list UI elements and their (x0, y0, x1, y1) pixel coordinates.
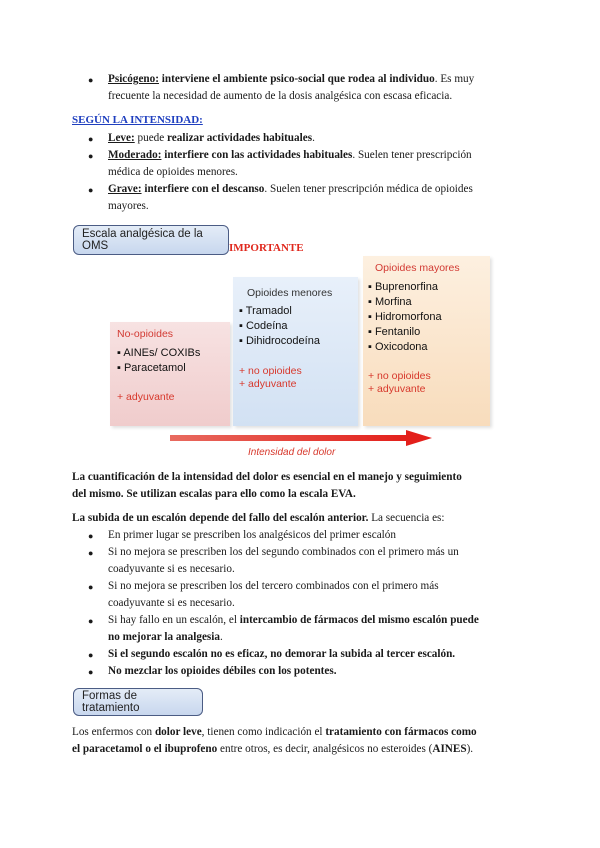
oms-scale-text: Escala analgésica de la OMS (82, 228, 203, 252)
oms-scale-label (73, 225, 229, 255)
step3-extra: + adyuvante (368, 383, 426, 395)
seq-b4-pre: Si hay fallo en un escalón, el (108, 614, 240, 626)
arrow-head (406, 430, 432, 446)
final-h: ). (466, 743, 474, 755)
step2-extra: + adyuvante (239, 378, 297, 390)
formas-tratamiento-text: Formas de tratamiento (82, 690, 140, 714)
final-c: , tienen como indicación el (201, 726, 326, 738)
step3-item: ▪ Hidromorfona (368, 311, 442, 323)
step-opioides-mayores (363, 256, 490, 426)
seq-b1-text: En primer lugar se prescriben los analgésicos del primer escalón (108, 529, 396, 541)
step3-item: ▪ Oxicodona (368, 341, 428, 353)
psicogeno-rest1: . Es muy (434, 73, 475, 85)
step3-item: ▪ Morfina (368, 296, 412, 308)
seq-bullet-6: ● No mezclar los opioides débiles con los potentes. (88, 665, 337, 677)
term-grave: Grave: (108, 183, 142, 195)
para-final (72, 724, 572, 758)
leve-post: . (312, 132, 315, 144)
cuant-line2: del mismo. Se utilizan escalas para ello como la escala EVA. (72, 488, 356, 500)
moderado-bold: interfiere con las actividades habituales (164, 149, 353, 161)
leve-pre: puede (134, 132, 168, 144)
arrow-shaft (170, 435, 408, 441)
cuant-line1: La cuantificación de la intensidad del dolor es esencial en el manejo y seguimiento (72, 471, 462, 483)
moderado-post: . Suelen tener prescripción (352, 149, 472, 161)
step2-title: Opioides menores (247, 287, 333, 299)
step1-item: ▪ AINEs/ COXIBs (117, 347, 201, 359)
seq-b2-l1: Si no mejora se prescriben los del segundo combinados con el primero más un (108, 546, 459, 558)
para-cuantificacion (72, 469, 572, 503)
step3-item: ▪ Buprenorfina (368, 281, 438, 293)
formas-tratamiento-label (73, 688, 203, 716)
bullet-moderado: ● Moderado: interfiere con las actividades habituales. Suelen tener prescripción médica de opioides menores. (88, 149, 472, 178)
seq-bullet-5: ● Si el segundo escalón no es eficaz, no demorar la subida al tercer escalón. (88, 648, 456, 660)
step1-item: ▪ Paracetamol (117, 362, 186, 374)
seq-bullet-1: ● En primer lugar se prescriben los analgésicos del primer escalón (88, 527, 558, 544)
final-d: tratamiento con fármacos como (325, 726, 477, 738)
step1-title: No-opioides (117, 328, 174, 340)
seq-b4-bold2: no mejorar la analgesia (108, 631, 220, 643)
intensity-heading: SEGÚN LA INTENSIDAD: (72, 114, 203, 126)
psicogeno-rest2: frecuente la necesidad de aumento de la dosis analgésica con escasa eficacia. (108, 90, 453, 102)
bullet-psicogeno: ● Psicógeno: interviene el ambiente psico-social que rodea al individuo. Es muy frecuente la necesidad de aumento de la dosis analgésica con escasa eficacia. (88, 73, 475, 102)
intensity-arrow (170, 430, 432, 446)
step-no-opioides (110, 322, 230, 426)
step3-item: ▪ Fentanilo (368, 326, 421, 338)
leve-bold: realizar actividades habituales (167, 132, 313, 144)
subida-rest: La secuencia es: (368, 512, 445, 524)
step-opioides-menores (233, 277, 358, 426)
step2-item: ▪ Tramadol (239, 305, 292, 317)
subida-bold: La subida de un escalón depende del fallo del escalón anterior. (72, 512, 369, 524)
step2-item: ▪ Codeína (239, 320, 288, 332)
seq-b2-l2: coadyuvante si es necesario. (108, 563, 235, 575)
final-a: Los enfermos con (72, 726, 155, 738)
final-b: dolor leve (154, 726, 202, 738)
step3-title: Opioides mayores (375, 262, 460, 274)
final-e: el paracetamol o el ibuprofeno (72, 743, 218, 755)
term-psicogeno: Psicógeno: (108, 73, 159, 85)
seq-b5-text: Si el segundo escalón no es eficaz, no demorar la subida al tercer escalón. (108, 648, 456, 660)
important-label: IMPORTANTE (229, 242, 304, 254)
seq-bullet-4: ● Si hay fallo en un escalón, el intercambio de fármacos del mismo escalón puede no mejorar la analgesia. (88, 614, 479, 643)
seq-b6-text: No mezclar los opioides débiles con los potentes. (108, 665, 337, 677)
step2-item: ▪ Dihidrocodeína (239, 335, 320, 347)
psicogeno-bold: interviene el ambiente psico-social que rodea al individuo (161, 73, 435, 85)
term-leve: Leve: (108, 132, 135, 144)
step1-extra: + adyuvante (117, 391, 175, 403)
bullet-grave: ● Grave: interfiere con el descanso. Suelen tener prescripción médica de opioides mayores. (88, 183, 473, 212)
seq-b3-l1: Si no mejora se prescriben los del tercero combinados con el primero más (108, 580, 439, 592)
grave-bold: interfiere con el descanso (144, 183, 265, 195)
step2-extra: + no opioides (239, 365, 302, 377)
arrow-label: Intensidad del dolor (248, 447, 336, 458)
final-g: AINES (432, 743, 467, 755)
term-moderado: Moderado: (108, 149, 162, 161)
seq-b4-post: . (219, 631, 223, 643)
grave-cont: mayores. (108, 200, 149, 212)
bullet-leve: ● Leve: puede realizar actividades habituales. (88, 132, 315, 144)
seq-bullet-2: ● Si no mejora se prescriben los del segundo combinados con el primero más un coadyuvante si es necesario. (88, 546, 459, 575)
seq-bullet-3: ● Si no mejora se prescriben los del tercero combinados con el primero más coadyuvante si es necesario. (88, 580, 439, 609)
seq-b4-bold1: intercambio de fármacos del mismo escalón puede (239, 614, 479, 626)
final-f: entre otros, es decir, analgésicos no esteroides ( (217, 743, 433, 755)
step3-extra: + no opioides (368, 370, 431, 382)
moderado-cont: médica de opioides menores. (108, 166, 238, 178)
para-subida (72, 510, 572, 527)
seq-b3-l2: coadyuvante si es necesario. (108, 597, 235, 609)
grave-post: . Suelen tener prescripción médica de opioides (264, 183, 473, 195)
